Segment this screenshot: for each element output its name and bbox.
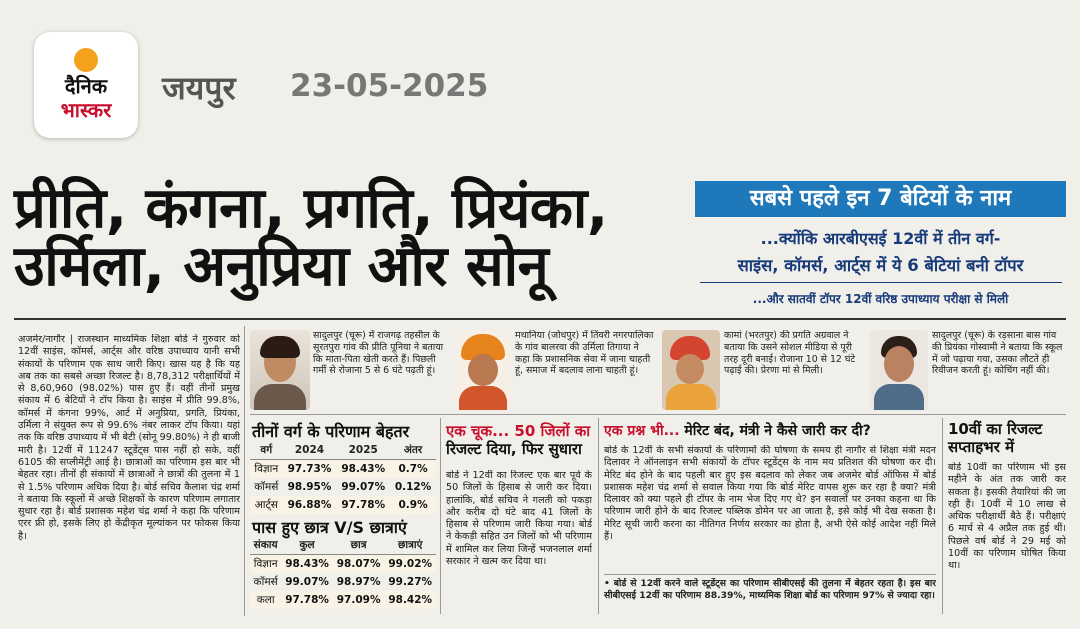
- sidebox-title: सबसे पहले इन 7 बेटियों के नाम: [695, 181, 1066, 217]
- table2-header-cell: कुल: [299, 539, 315, 551]
- story3-text: बोर्ड के 12वीं के सभी संकायों के परिणामों की घोषणा के समय ही नागौर से शिक्षा मंत्री मदन दिलावर ने ऑनलाइन सभी संकायों के टॉपर स्टूडेंट्स के नाम मय प्रतिशत की घोषणा कर दी। मेरिट बंद होने के बाद पहली बार हुए इस बदलाव को लेकर जब अजमेर बोर्ड ऑफिस में बोर्ड प्रशासक महेश चंद्र शर्मा से सवाल किया गया कि बोर्ड मेरिट वापस शुरू कर रहा है क्या? मंत्री दिलावर को क्या पहले ही टॉपर के नाम भेज दिए गए थे? इन सवालों पर उनका कहना था कि परिणाम जारी होने के बाद रिजल्ट पब्लिक डोमेन पर आ जाता है, इसे कोई भी देख सकता है। मेरिट सूची जारी करना का नीतिगत निर्णय सरकार का होता है, अभी ऐसे कोई आदेश नहीं मिले हैं।: [604, 445, 936, 543]
- table-row: [250, 460, 436, 479]
- table-cell: 97.73%: [287, 463, 332, 475]
- table-cell: विज्ञान: [253, 558, 278, 570]
- table-cell: 0.12%: [394, 481, 432, 493]
- profile-caption-1: सादुलपुर (चूरू) में राजगढ़ तहसील के सूरतपुरा गांव की प्रीति पूनिया ने बताया कि माता-पिता खेती करते हैं। पिछली गर्मी से रोजाना 5 से 6 घंटे पढ़ती हूं।: [313, 330, 444, 377]
- story4-headline: [948, 420, 1066, 456]
- story2-title-line2: रिजल्ट दिया, फिर सुधारा: [446, 440, 582, 458]
- headline-line2: उर्मिला, अनुप्रिया और सोनू: [14, 234, 549, 299]
- preeti-photo: [250, 330, 310, 410]
- pragati-photo: [662, 330, 720, 410]
- table1-header-cell: 2024: [294, 444, 325, 456]
- profile-row-rule: [250, 414, 1066, 415]
- story3-title: मेरिट बंद, मंत्री ने कैसे जारी कर दी?: [679, 423, 871, 439]
- table1-header-cell: अंतर: [403, 444, 423, 456]
- table1-header-cell: वर्ग: [260, 444, 273, 456]
- headline-line1: प्रीति, कंगना, प्रगति, प्रियंका,: [14, 176, 608, 241]
- table-cell: विज्ञान: [254, 463, 279, 475]
- profile-caption-2: मथानिया (जोधपुर) में तिंवरी नगरपालिका के गांव बालरवा की उर्मिला तिगाया ने कहा कि प्रशासनिक सेवा में जाना चाहती हूं, समाज में बदलाव लाना चाहती हूं।: [515, 330, 654, 377]
- table1-header-cell: 2025: [348, 444, 378, 456]
- table-row: [250, 591, 436, 609]
- story4-text: बोर्ड 10वीं का परिणाम भी इस महीने के अंत तक जारी कर सकता है। इसकी तैयारियां की जा रही हैं। 10वीं में 10 लाख से अधिक परीक्षार्थी बैठे हैं। परीक्षाएं 6 मार्च से 4 अप्रैल तक हुई थीं। पिछले वर्ष बोर्ड ने 29 मई को 10वीं का परिणाम घोषित किया था।: [948, 462, 1066, 572]
- sidebox-line1: ...क्योंकि आरबीएसई 12वीं में तीन वर्ग-: [760, 229, 1001, 248]
- table-cell: कला: [256, 594, 275, 606]
- table2-header: [250, 536, 436, 555]
- main-headline: [14, 176, 694, 299]
- lead-story-text: अजमेर/नागौर | राजस्थान माध्यमिक शिक्षा बोर्ड ने गुरुवार को 12वीं साइंस, कॉमर्स, आर्ट्स और वरिष्ठ उपाध्याय यानी सभी संकायों के परिणाम एक साथ जारी किए। खास यह है कि यह अब तक का सबसे अच्छा रिजल्ट है। 8,78,312 परीक्षार्थियों में से 8,60,960 (98.02%) पास हुए हैं। वहीं तीनों प्रमुख संकाय में 6 बेटियों ने टॉप किया है। साइंस में प्रीति 99.8%, कॉमर्स में कंगना 99%, आर्ट में अनुप्रिया, प्रगति, प्रियंका, उर्मिला ने संयुक्त रूप से 99.6% नंबर लाकर टॉप किया। यहां तक कि वरिष्ठ उपाध्याय में भी बेटी (सोनू 99.80%) ने ही बाजी मारी है। 12वीं में 11247 स्टूडेंट्स पास नहीं हो सके, वहीं 6105 की सप्लीमेंट्री आई है। छात्राओं का परिणाम इस बार भी बेहतर रहा। तीनों ही संकायों में छात्राओं ने छात्रों की तुलना में 1 से 1.5% परिणाम अधिक दिया है। बोर्ड सचिव कैलाश चंद्र शर्मा ने बताया कि स्कूलों में अच्छे शिक्षकों के कारण परिणाम लगातार सुधार रहा है। बोर्ड प्रशासक महेश चंद्र शर्मा ने कहा कि परिणाम एरर फ्री हो, इसके लिए हो केंद्रीकृत मूल्यांकन पर फोकस किया है।: [18, 334, 240, 542]
- story4-title-line1: 10वीं का रिजल्ट: [948, 420, 1043, 438]
- sidebox-line3: ...और सातवीं टॉपर 12वीं वरिष्ठ उपाध्याय परीक्षा से मिली: [752, 292, 1009, 306]
- table2-title: पास हुए छात्र V/S छात्राएं: [252, 518, 407, 537]
- column-divider: [942, 418, 943, 614]
- column-divider: [244, 326, 245, 616]
- story2-headline: [446, 422, 596, 458]
- table-cell: 97.78%: [341, 499, 386, 511]
- sidebox-line2: साइंस, कॉमर्स, आर्ट्स में ये 6 बेटियां बनी टॉपर: [737, 256, 1024, 275]
- profile-caption-3: कामां (भरतपुर) की प्रगति अग्रवाल ने बताया कि उसने सोशल मीडिया से पूरी तरह दूरी बनाई। रोजाना 10 से 12 घंटे पढ़ाई की। प्रेरणा मां से मिली।: [724, 330, 856, 377]
- table-row: [250, 496, 436, 514]
- table-cell: आर्ट्स: [254, 499, 278, 511]
- priyanka-photo: [870, 330, 928, 410]
- table-cell: 97.09%: [336, 594, 381, 606]
- story2-title-line1: एक चूक... 50 जिलों का: [446, 422, 591, 440]
- logo-top-text: दैनिक: [64, 74, 108, 98]
- table-cell: 98.97%: [336, 576, 381, 588]
- top-rule: [14, 318, 1066, 320]
- table2-header-cell: छात्राएं: [398, 539, 423, 551]
- table1-header: [250, 441, 436, 460]
- table-cell: 99.07%: [285, 576, 329, 588]
- table2: [250, 536, 436, 609]
- edition-date: 23-05-2025: [290, 68, 489, 104]
- table-row: [250, 573, 436, 591]
- table-cell: 98.95%: [287, 481, 332, 493]
- table-cell: 99.02%: [388, 558, 433, 570]
- column-divider: [598, 418, 599, 614]
- table-cell: 97.78%: [285, 594, 329, 606]
- table-cell: 99.27%: [388, 576, 433, 588]
- urmila-photo: [455, 330, 511, 410]
- table2-header-cell: छात्र: [350, 539, 367, 551]
- table-cell: 98.43%: [285, 558, 329, 570]
- dainik-bhaskar-logo: [34, 32, 138, 138]
- table-cell: 98.42%: [388, 594, 433, 606]
- table-row: [250, 555, 436, 574]
- table-cell: 0.9%: [398, 499, 428, 511]
- table-cell: कॉमर्स: [254, 481, 279, 493]
- story3-rule: [604, 574, 936, 575]
- table-row: [250, 478, 436, 496]
- table-cell: कॉमर्स: [253, 576, 278, 588]
- story4-title-line2: सप्ताहभर में: [948, 438, 1015, 456]
- table1-title: तीनों वर्ग के परिणाम बेहतर: [252, 422, 410, 441]
- table-cell: 0.7%: [398, 463, 428, 475]
- table-cell: 98.43%: [341, 463, 386, 475]
- profile-caption-4: सादुलपुर (चूरू) के रड़साना बास गांव की प्रियंका गोस्वामी ने बताया कि स्कूल में जो पढ़ाया गया, उसका लौटते ही रिवीजन करती हूं। कोचिंग नहीं की।: [932, 330, 1063, 377]
- logo-bottom-text: भास्कर: [60, 98, 112, 122]
- column-divider: [440, 418, 441, 614]
- sun-icon: [74, 48, 98, 72]
- sidebox-divider: [700, 282, 1062, 283]
- table1: [250, 441, 436, 514]
- story3-headline: [604, 422, 938, 440]
- story3-title-red: एक प्रश्न भी...: [604, 423, 680, 439]
- edition-city: जयपुर: [162, 69, 236, 107]
- story2-text: बोर्ड ने 12वीं का रिजल्ट एक बार पूर्व के 50 जिलों के हिसाब से जारी कर दिया। हालांकि, बोर्ड सचिव ने गलती को पकड़ा और करीब दो घंटे बाद 41 जिलों के हिसाब से परिणाम जारी किया गया। बोर्ड ने केकड़ी सहित उन जिलों को भी परिणाम में शामिल कर लिया जिन्हें भजनलाल शर्मा सरकार ने खत्म कर दिया था।: [446, 470, 592, 568]
- table-cell: 99.07%: [341, 481, 386, 493]
- story3-note: • बोर्ड से 12वीं करने वाले स्टूडेंट्स का परिणाम सीबीएसई की तुलना में बेहतर रहता है। इस बार सीबीएसई 12वीं का परिणाम 88.39%, माध्यमिक शिक्षा बोर्ड का परिणाम 97% से ज्यादा रहा।: [604, 578, 936, 602]
- table-cell: 96.88%: [287, 499, 332, 511]
- table-cell: 98.07%: [336, 558, 381, 570]
- table2-header-cell: संकाय: [253, 539, 278, 551]
